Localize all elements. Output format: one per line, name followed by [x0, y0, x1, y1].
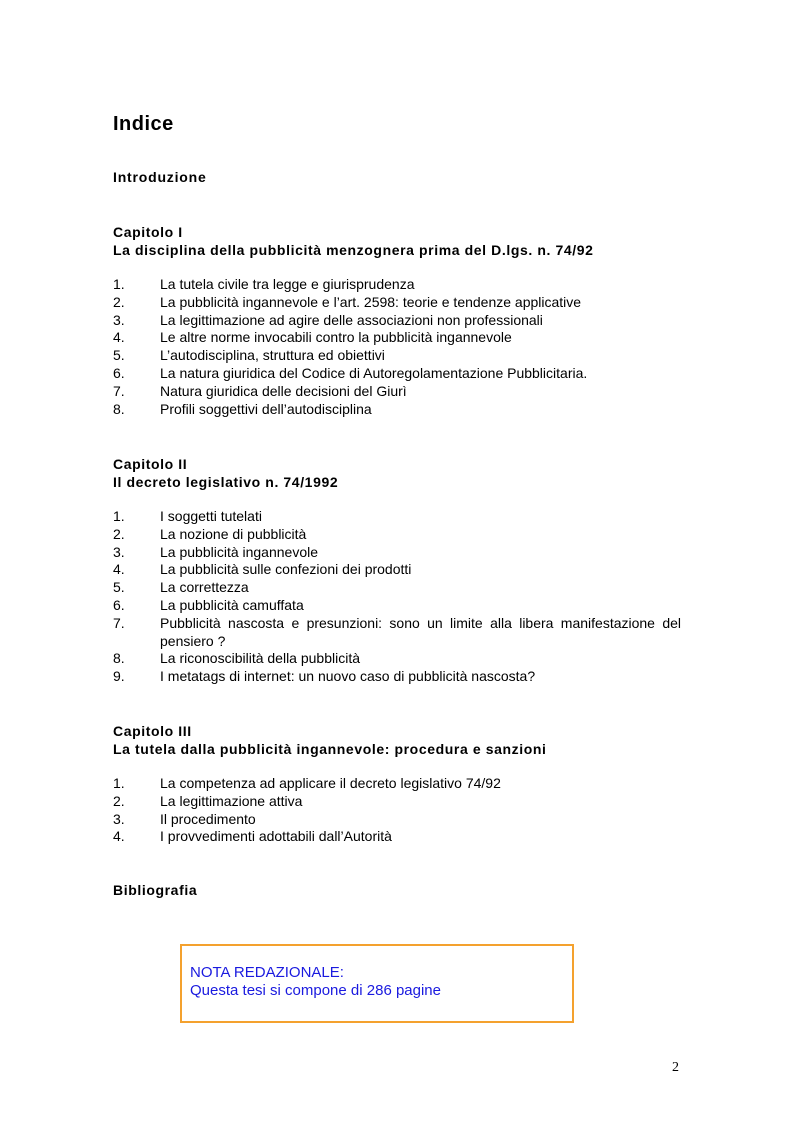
item-number: 2.: [113, 792, 125, 809]
item-text: Natura giuridica delle decisioni del Giurì: [160, 382, 407, 399]
item-number: 1.: [113, 775, 125, 791]
item-number: 4.: [113, 561, 125, 578]
chapter-title: La disciplina della pubblicità menzognera prima del D.lgs. n. 74/92: [113, 242, 594, 258]
item-text: La pubblicità camuffata: [160, 596, 304, 613]
note-body: Questa tesi si compone di 286 pagine: [190, 982, 441, 999]
item-number: 9.: [113, 668, 125, 685]
item-number: 5.: [113, 579, 125, 596]
list-item: [113, 329, 681, 347]
item-text: Pubblicità nascosta e presunzioni: sono un limite alla libera manifestazione del pensiero ?: [160, 614, 681, 649]
item-number: 6.: [113, 364, 125, 381]
list-item: [113, 401, 681, 419]
item-text: La competenza ad applicare il decreto legislativo 74/92: [160, 775, 501, 791]
list-item: [113, 508, 681, 526]
item-number: 3.: [113, 311, 125, 328]
list-item: [113, 276, 681, 294]
item-number: 3.: [113, 810, 125, 827]
chapter-2: [113, 455, 681, 686]
item-text: La nozione di pubblicità: [160, 525, 307, 542]
item-text: La riconoscibilità della pubblicità: [160, 650, 361, 667]
item-text: I soggetti tutelati: [160, 508, 262, 524]
item-number: 8.: [113, 400, 125, 417]
item-number: 4.: [113, 329, 125, 346]
editorial-note-box: [180, 944, 574, 1023]
list-item: [113, 811, 681, 829]
item-number: 2.: [113, 525, 125, 542]
chapter-title: Il decreto legislativo n. 74/1992: [113, 474, 339, 490]
item-text: La legittimazione ad agire delle associazioni non professionali: [160, 311, 543, 328]
chapter-1-list: [113, 276, 681, 418]
item-number: 3.: [113, 543, 125, 560]
item-number: 4.: [113, 828, 125, 845]
item-text: La tutela civile tra legge e giurisprudenza: [160, 276, 415, 292]
note-heading: NOTA REDAZIONALE:: [190, 964, 344, 981]
list-item: [113, 828, 681, 846]
item-text: La correttezza: [160, 579, 249, 596]
chapter-3-list: [113, 775, 681, 846]
item-text: La pubblicità sulle confezioni dei prodotti: [160, 561, 412, 578]
list-item: [113, 365, 681, 383]
chapter-label: Capitolo III: [113, 723, 192, 739]
list-item: [113, 597, 681, 615]
list-item: [113, 347, 681, 365]
chapter-2-list: [113, 508, 681, 686]
list-item: [113, 544, 681, 562]
list-item: [113, 294, 681, 312]
item-text: Il procedimento: [160, 810, 256, 827]
chapter-3: [113, 722, 681, 846]
item-number: 6.: [113, 596, 125, 613]
list-item: [113, 793, 681, 811]
list-item: [113, 561, 681, 579]
chapter-1: [113, 223, 681, 418]
list-item: [113, 579, 681, 597]
item-text: Profili soggettivi dell’autodisciplina: [160, 400, 372, 417]
page-number: 2: [672, 1060, 679, 1075]
chapter-title: La tutela dalla pubblicità ingannevole: procedura e sanzioni: [113, 741, 547, 757]
item-number: 1.: [113, 276, 125, 292]
list-item: [113, 526, 681, 544]
list-item: [113, 650, 681, 668]
list-item: [113, 775, 681, 793]
list-item: [113, 312, 681, 330]
item-text: L’autodisciplina, struttura ed obiettivi: [160, 347, 385, 364]
item-text: La legittimazione attiva: [160, 792, 303, 809]
list-item: [113, 668, 681, 686]
item-number: 7.: [113, 614, 125, 631]
list-item: [113, 383, 681, 401]
item-text: Le altre norme invocabili contro la pubblicità ingannevole: [160, 329, 512, 346]
chapter-label: Capitolo II: [113, 456, 188, 472]
page-title: Indice: [113, 113, 174, 135]
item-number: 7.: [113, 382, 125, 399]
list-item: [113, 615, 681, 651]
item-text: La pubblicità ingannevole e l’art. 2598: teorie e tendenze applicative: [160, 293, 582, 310]
introduction-heading: Introduzione: [113, 169, 207, 185]
bibliography-heading: Bibliografia: [113, 882, 198, 898]
item-number: 8.: [113, 650, 125, 667]
item-number: 1.: [113, 508, 125, 524]
item-text: I provvedimenti adottabili dall’Autorità: [160, 828, 392, 845]
item-text: I metatags di internet: un nuovo caso di pubblicità nascosta?: [160, 668, 536, 685]
item-text: La natura giuridica del Codice di Autoregolamentazione Pubblicitaria.: [160, 364, 588, 381]
chapter-label: Capitolo I: [113, 224, 183, 240]
item-number: 2.: [113, 293, 125, 310]
item-number: 5.: [113, 347, 125, 364]
item-text: La pubblicità ingannevole: [160, 543, 319, 560]
